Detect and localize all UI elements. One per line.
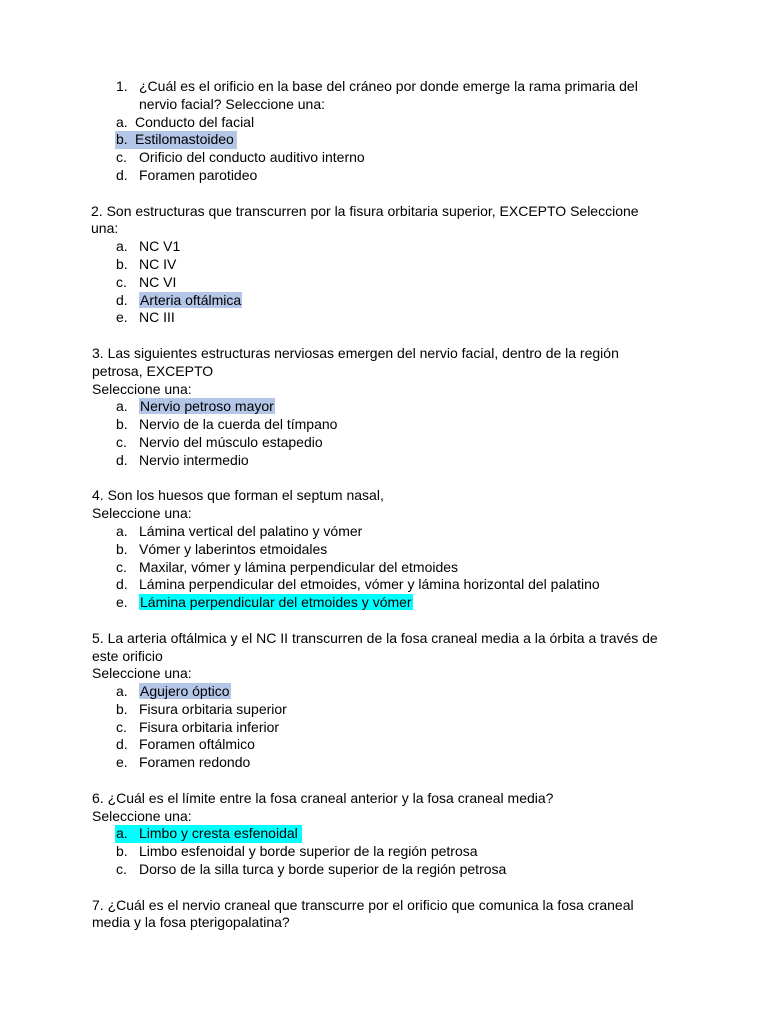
option-text: Dorso de la silla turca y borde superior de la región petrosa: [139, 861, 507, 878]
question-text: 2. Son estructuras que transcurren por la fisura orbitaria superior, EXCEPTO Seleccione: [91, 202, 639, 219]
option-letter: b.: [116, 843, 128, 860]
option-text: Orificio del conducto auditivo interno: [139, 149, 365, 166]
option-text: Foramen redondo: [139, 754, 251, 771]
option-letter: d.: [116, 166, 128, 183]
question-text: Seleccione una:: [92, 665, 192, 682]
option-letter: b.: [116, 255, 128, 272]
question-5: [92, 630, 672, 772]
option-text: Maxilar, vómer y lámina perpendicular del etmoides: [139, 558, 459, 575]
option-text: NC III: [139, 309, 175, 326]
option-letter: d.: [116, 736, 128, 753]
option-text: Agujero óptico: [140, 683, 230, 700]
option-d: [92, 576, 672, 594]
option-letter: b.: [116, 131, 128, 148]
question-text: 3. Las siguientes estructuras nerviosas emergen del nervio facial, dentro de la región: [92, 344, 619, 361]
option-c: [92, 719, 672, 737]
option-e: [92, 754, 672, 772]
option-e: [92, 594, 672, 612]
option-text: Nervio petroso mayor: [140, 398, 274, 415]
option-text: Vómer y laberintos etmoidales: [139, 540, 328, 557]
option-c: [92, 274, 672, 292]
question-4: [92, 487, 672, 612]
option-text: Arteria oftálmica: [140, 291, 242, 308]
option-letter: e.: [116, 594, 128, 611]
question-number: 1.: [116, 78, 128, 94]
option-letter: a.: [116, 825, 128, 842]
option-letter: b.: [116, 416, 128, 433]
option-letter: e.: [116, 754, 128, 771]
option-letter: a.: [116, 683, 128, 700]
option-text: Fisura orbitaria inferior: [139, 718, 280, 735]
option-c: [92, 861, 672, 879]
option-letter: b.: [116, 540, 128, 557]
option-letter: c.: [116, 558, 127, 575]
option-text: Estilomastoideo: [135, 131, 234, 148]
option-c: [92, 559, 672, 577]
option-text: NC V1: [139, 238, 181, 255]
option-text: Foramen oftálmico: [139, 736, 255, 753]
option-d: [92, 167, 672, 185]
option-e: [92, 309, 672, 327]
option-letter: c.: [116, 149, 127, 166]
option-letter: c.: [116, 273, 127, 290]
document-body: [92, 78, 672, 950]
option-b: [92, 843, 672, 861]
option-text: Fisura orbitaria superior: [139, 700, 287, 717]
option-letter: c.: [116, 861, 127, 878]
option-letter: c.: [116, 433, 127, 450]
option-text: Lámina vertical del palatino y vómer: [139, 522, 363, 539]
option-text: Limbo y cresta esfenoidal: [139, 825, 298, 842]
option-text: Conducto del facial: [135, 113, 255, 130]
option-text: Foramen parotideo: [139, 166, 258, 183]
option-d: [92, 452, 672, 470]
option-b: [92, 701, 672, 719]
option-d: [92, 292, 672, 310]
question-6: [92, 790, 672, 879]
option-letter: e.: [116, 309, 128, 326]
question-body: ¿Cuál es el orificio en la base del cráneo por donde emerge la rama primaria del nervio facial? Seleccione una:: [139, 78, 638, 112]
question-text: 6. ¿Cuál es el límite entre la fosa craneal anterior y la fosa craneal media?: [92, 789, 554, 806]
option-letter: c.: [116, 718, 127, 735]
option-c: [92, 434, 672, 452]
option-text: Nervio intermedio: [139, 451, 249, 468]
option-letter: a.: [116, 522, 128, 539]
option-b: [92, 416, 672, 434]
question-text: una:: [91, 220, 119, 237]
option-text: Limbo esfenoidal y borde superior de la región petrosa: [139, 843, 478, 860]
option-c: [92, 149, 672, 167]
option-letter: a.: [116, 113, 128, 130]
option-letter: d.: [116, 291, 128, 308]
option-text: Nervio del músculo estapedio: [139, 433, 323, 450]
question-3: [92, 345, 672, 470]
question-1: [92, 78, 672, 185]
option-a: [92, 825, 672, 843]
option-a: [92, 683, 672, 701]
option-a: [92, 523, 672, 541]
option-letter: b.: [116, 700, 128, 717]
option-b: [92, 131, 672, 149]
option-text: Lámina perpendicular del etmoides y vómer: [140, 594, 412, 611]
option-text: Lámina perpendicular del etmoides, vómer y lámina horizontal del palatino: [139, 576, 600, 593]
option-d: [92, 736, 672, 754]
question-text: Seleccione una:: [92, 380, 192, 397]
question-7: [92, 897, 672, 933]
question-text: media y la fosa pterigopalatina?: [92, 914, 290, 931]
option-b: [92, 541, 672, 559]
question-text: petrosa, EXCEPTO: [92, 362, 214, 379]
option-a: [92, 114, 672, 132]
option-text: NC VI: [139, 273, 177, 290]
option-text: Nervio de la cuerda del tímpano: [139, 416, 338, 433]
option-text: NC IV: [139, 255, 177, 272]
option-a: [92, 238, 672, 256]
question-text: Seleccione una:: [92, 505, 192, 522]
option-b: [92, 256, 672, 274]
option-a: [92, 398, 672, 416]
option-letter: a.: [116, 398, 128, 415]
option-letter: a.: [116, 238, 128, 255]
question-text: este orificio: [92, 647, 163, 664]
question-text: 4. Son los huesos que forman el septum nasal,: [92, 487, 384, 504]
question-text: 7. ¿Cuál es el nervio craneal que transcurre por el orificio que comunica la fosa craneal: [92, 896, 634, 913]
question-text: 5. La arteria oftálmica y el NC II transcurren de la fosa craneal media a la órbita a través de: [92, 629, 658, 646]
question-text: [92, 78, 672, 114]
option-letter: d.: [116, 576, 128, 593]
question-2: [92, 203, 672, 328]
question-text: Seleccione una:: [92, 807, 192, 824]
option-letter: d.: [116, 451, 128, 468]
